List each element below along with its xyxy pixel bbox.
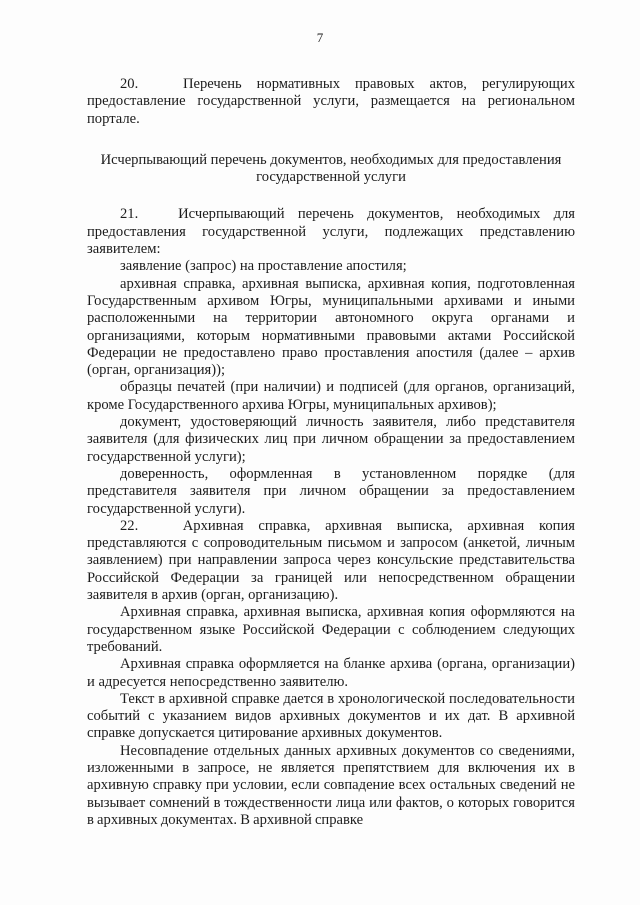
paragraph-21: 21. Исчерпывающий перечень документов, необходимых для предоставления государственной услуги, подлежащих представлению заявителем: — [87, 206, 575, 258]
paragraph-chronology: Текст в архивной справке дается в хронологической последовательности событий с указанием видов архивных документов и их дат. В архивной справке допускается цитирование архивных документов. — [87, 690, 575, 742]
list-item-application: заявление (запрос) на проставление апостиля; — [120, 258, 407, 275]
paragraph-language: Архивная справка, архивная выписка, архивная копия оформляются на государственном языке Российской Федерации с соблюдением следующих требований. — [87, 604, 575, 655]
list-item-power-of-attorney: доверенность, оформленная в установленном порядке (для представителя заявителя при личном обращении за предоставлением государственной услуги). — [87, 465, 575, 517]
paragraph-20: 20. Перечень нормативных правовых актов, регулирующих предоставление государственной услуги, размещается на региональном портале. — [87, 76, 575, 127]
page-number: 7 — [316, 30, 324, 45]
section-heading: Исчерпывающий перечень документов, необходимых для предоставления государственной услуги — [100, 151, 562, 186]
list-item-identity-document: документ, удостоверяющий личность заявителя, либо представителя заявителя (для физических лиц при личном обращении за предоставлением государственной услуги); — [87, 414, 575, 465]
paragraph-data-mismatch: Несовпадение отдельных данных архивных документов со сведениями, изложенными в запросе, не является препятствием для включения их в архивную справку при условии, если совпадение всех остальных сведений не вызывает сомнений в тождественности лица или фактов, о которых говорится в архивных документах. В архивной справке — [87, 742, 575, 828]
list-item-archive-documents: архивная справка, архивная выписка, архивная копия, подготовленная Государственным архивом Югры, муниципальными архивами и иными расположенными на территории автономного округа органами и организациями, которым нормативными правовыми актами Российской Федерации не предоставлено право проставления апостиля (далее – архив (орган, организация)); — [87, 275, 575, 379]
paragraph-letterhead: Архивная справка оформляется на бланке архива (органа, организации) и адресуется непосредственно заявителю. — [87, 656, 575, 690]
paragraph-22: 22. Архивная справка, архивная выписка, архивная копия представляются с сопроводительным письмом и запросом (анкетой, личным заявлением) при направлении запроса через консульские представительства Российской Федерации за границей или непосредственном обращении заявителя в архив (орган, организацию). — [87, 517, 575, 604]
list-item-seals-signatures: образцы печатей (при наличии) и подписей (для органов, организаций, кроме Государственного архива Югры, муниципальных архивов); — [87, 379, 575, 413]
document-body — [87, 76, 575, 829]
